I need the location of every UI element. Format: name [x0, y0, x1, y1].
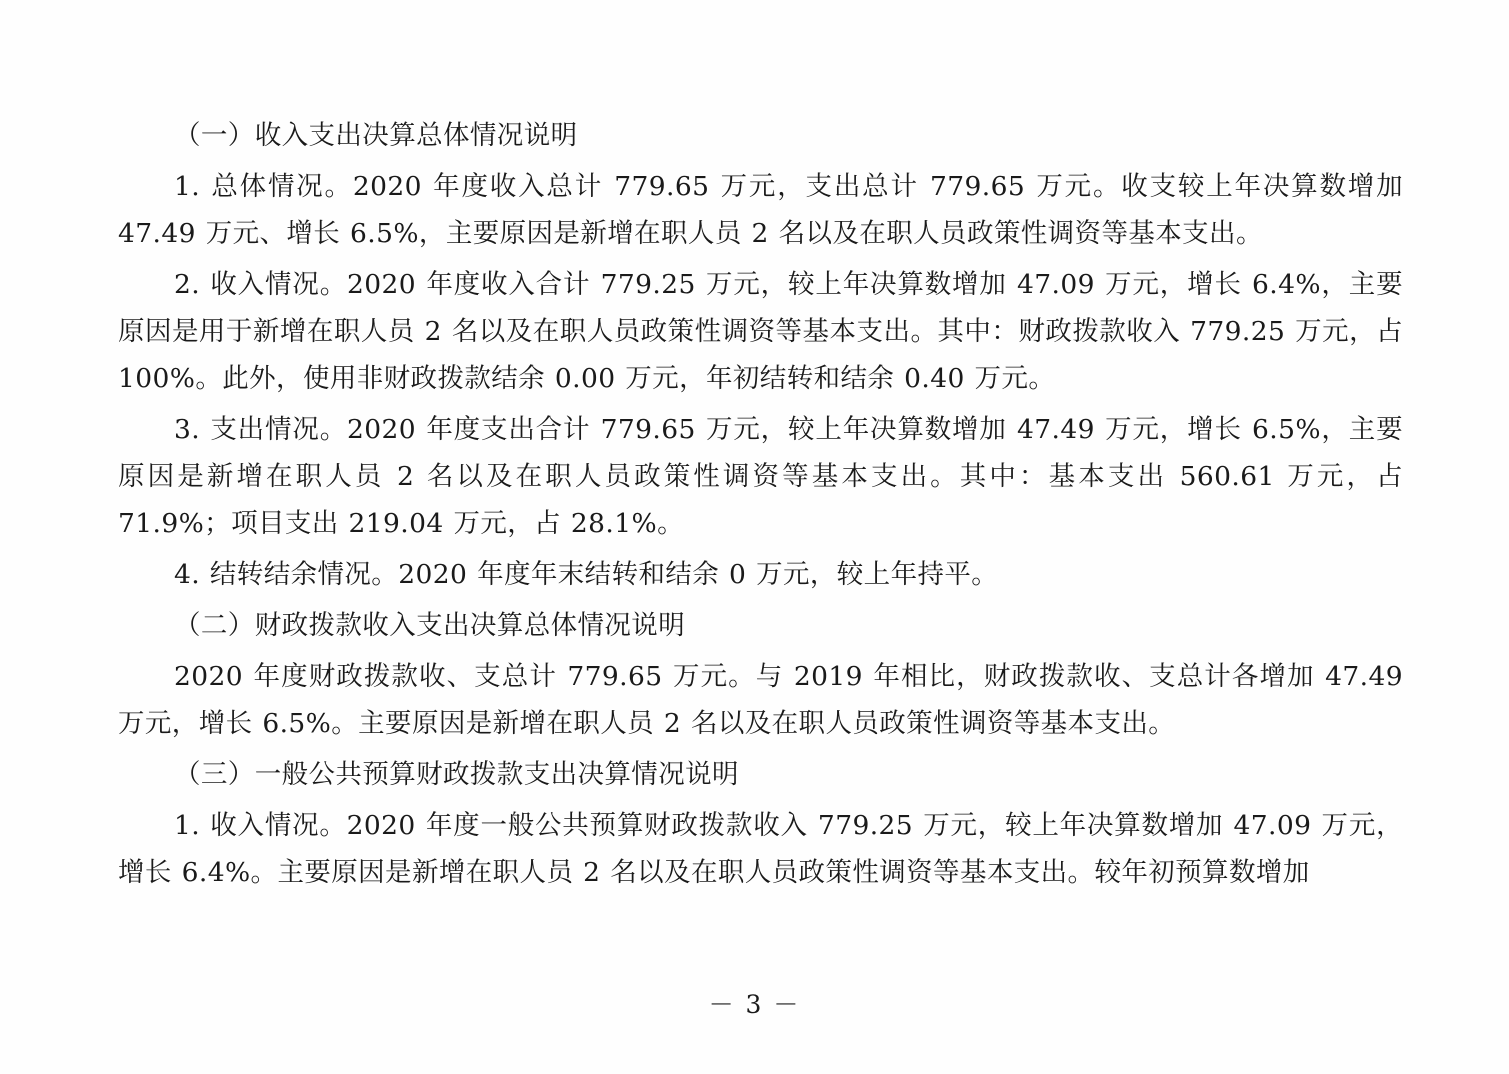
paragraph-fiscal-appropriation: 2020 年度财政拨款收、支总计 779.65 万元。与 2019 年相比，财政拨款收、支总计各增加 47.49 万元，增长 6.5%。主要原因是新增在职人员 2 名以及在职人员政策性调资等基本支出。: [118, 661, 1403, 739]
paragraph-expenditure-situation: 3. 支出情况。2020 年度支出合计 779.65 万元，较上年决算数增加 47.49 万元，增长 6.5%，主要原因是新增在职人员 2 名以及在职人员政策性调资等基本支出。其中：基本支出 560.61 万元，占 71.9%；项目支出 219.04 万元，占 28.1%。: [118, 414, 1403, 539]
paragraph-overall-situation: 1. 总体情况。2020 年度收入总计 779.65 万元，支出总计 779.65 万元。收支较上年决算数增加 47.49 万元、增长 6.5%，主要原因是新增在职人员 2 名以及在职人员政策性调资等基本支出。: [118, 171, 1403, 249]
document-body: [118, 112, 1403, 900]
paragraph-general-budget-income: 1. 收入情况。2020 年度一般公共预算财政拨款收入 779.25 万元，较上年决算数增加 47.09 万元，增长 6.4%。主要原因是新增在职人员 2 名以及在职人员政策性调资等基本支出。较年初预算数增加: [118, 810, 1403, 888]
section-heading-3: （三）一般公共预算财政拨款支出决算情况说明: [174, 759, 739, 790]
paragraph-income-situation: 2. 收入情况。2020 年度收入合计 779.25 万元，较上年决算数增加 47.09 万元，增长 6.4%，主要原因是用于新增在职人员 2 名以及在职人员政策性调资等基本支出。其中：财政拨款收入 779.25 万元，占 100%。此外，使用非财政拨款结余 0.00 万元，年初结转和结余 0.40 万元。: [118, 269, 1403, 394]
section-heading-1: （一）收入支出决算总体情况说明: [174, 120, 578, 151]
paragraph-carryover-situation: 4. 结转结余情况。2020 年度年末结转和结余 0 万元，较上年持平。: [174, 559, 999, 590]
section-heading-2: （二）财政拨款收入支出决算总体情况说明: [174, 610, 686, 641]
page-number: － 3 －: [708, 990, 801, 1019]
